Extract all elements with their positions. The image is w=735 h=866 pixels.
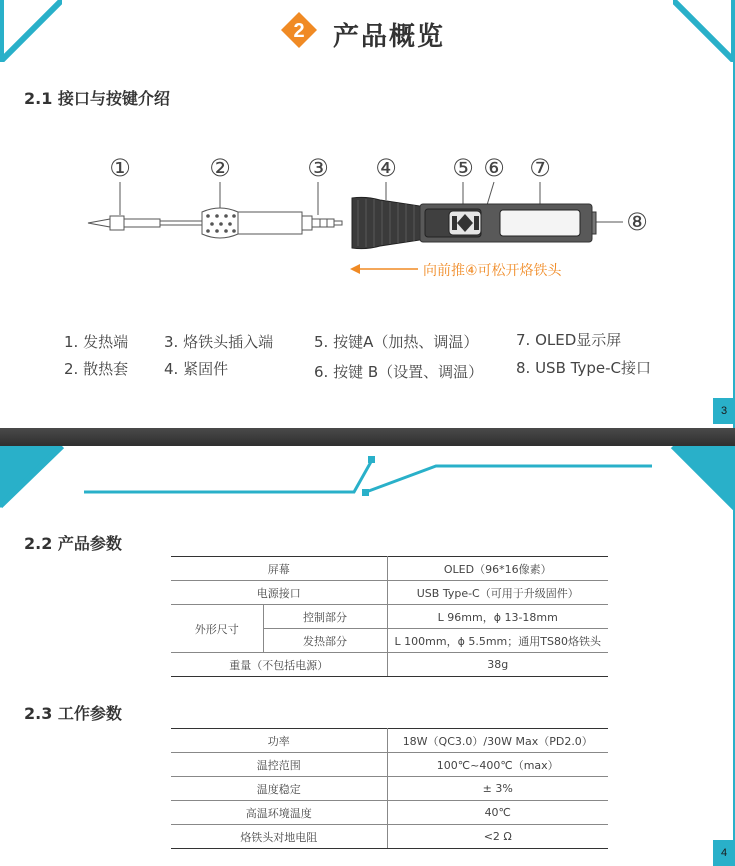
callout-2: ② xyxy=(209,154,231,182)
legend-item-4: 4. 紧固件 xyxy=(164,360,229,378)
legend-item-6: 6. 按键 B（设置、调温） xyxy=(314,363,484,381)
header-decoration xyxy=(0,446,735,510)
legend-item-1: 1. 发热端 xyxy=(64,333,129,351)
cell-label: 电源接口 xyxy=(171,581,387,605)
cell-value: USB Type-C（可用于升级固件） xyxy=(387,581,608,605)
callout-4: ④ xyxy=(375,154,397,182)
cell-sublabel: 控制部分 xyxy=(263,605,387,629)
callout-7: ⑦ xyxy=(529,154,551,182)
cell-label: 外形尺寸 xyxy=(171,605,263,653)
cell-value: OLED（96*16像素） xyxy=(387,557,608,581)
table-row xyxy=(171,605,608,629)
table-row xyxy=(171,777,608,801)
cell-label: 高温环境温度 xyxy=(171,801,387,825)
table-row xyxy=(171,581,608,605)
cell-value: <2 Ω xyxy=(387,825,608,849)
cell-value: 40℃ xyxy=(387,801,608,825)
page-number: 3 xyxy=(713,398,735,424)
page-3 xyxy=(0,0,735,428)
legend-item-3: 3. 烙铁头插入端 xyxy=(164,333,274,351)
cell-label: 重量（不包括电源） xyxy=(171,653,387,677)
page-gap xyxy=(0,428,735,446)
callout-3: ③ xyxy=(307,154,329,182)
section-heading-interface: 2.1 接口与按键介绍 xyxy=(24,89,170,108)
legend-item-5: 5. 按键A（加热、调温） xyxy=(314,333,479,351)
callout-8: ⑧ xyxy=(626,208,648,236)
product-params-table xyxy=(171,556,608,677)
cell-label: 功率 xyxy=(171,729,387,753)
push-direction-arrow xyxy=(350,262,420,276)
cell-label: 温控范围 xyxy=(171,753,387,777)
cell-value: 18W（QC3.0）/30W Max（PD2.0） xyxy=(387,729,608,753)
table-row xyxy=(171,557,608,581)
callout-1: ① xyxy=(109,154,131,182)
page-4 xyxy=(0,446,735,866)
legend-item-8: 8. USB Type-C接口 xyxy=(516,359,651,377)
cell-value: L 96mm，ϕ 13-18mm xyxy=(387,605,608,629)
callout-6: ⑥ xyxy=(483,154,505,182)
cell-value: L 100mm，ϕ 5.5mm；通用TS80烙铁头 xyxy=(387,629,608,653)
cell-label: 温度稳定 xyxy=(171,777,387,801)
cell-label: 屏幕 xyxy=(171,557,387,581)
callout-5: ⑤ xyxy=(452,154,474,182)
table-row xyxy=(171,653,608,677)
cell-label: 烙铁头对地电阻 xyxy=(171,825,387,849)
table-row xyxy=(171,801,608,825)
legend-item-7: 7. OLED显示屏 xyxy=(516,331,622,349)
chapter-title: 产品概览 xyxy=(333,22,446,52)
table-row xyxy=(171,729,608,753)
section-heading-work-params: 2.3 工作参数 xyxy=(24,704,122,723)
cell-value: ± 3% xyxy=(387,777,608,801)
legend-item-2: 2. 散热套 xyxy=(64,360,129,378)
table-row xyxy=(171,825,608,849)
chapter-badge xyxy=(281,12,317,48)
chapter-header xyxy=(0,8,735,52)
push-hint-text: 向前推④可松开烙铁头 xyxy=(423,263,562,279)
section-heading-product-params: 2.2 产品参数 xyxy=(24,534,122,553)
page-number: 4 xyxy=(713,840,735,866)
table-row xyxy=(171,753,608,777)
work-params-table xyxy=(171,728,608,849)
cell-value: 38g xyxy=(387,653,608,677)
cell-value: 100℃~400℃（max） xyxy=(387,753,608,777)
chapter-badge-number: 2 xyxy=(293,20,305,42)
cell-sublabel: 发热部分 xyxy=(263,629,387,653)
